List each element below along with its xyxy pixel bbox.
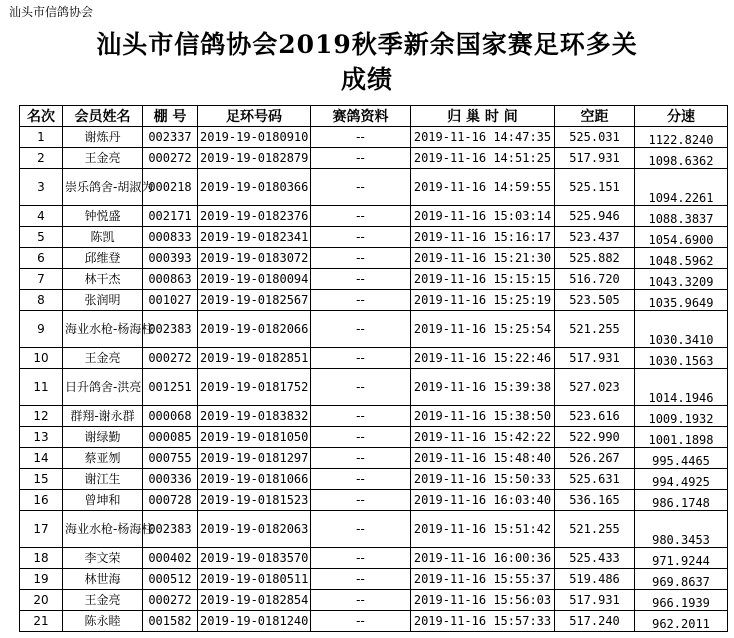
speed-cell: 1048.5962 <box>635 248 728 269</box>
ring-number-cell: 2019-19-0180366 <box>198 169 311 206</box>
pigeon-info-cell: -- <box>311 269 411 290</box>
table-row <box>20 569 728 590</box>
ring-number-cell: 2019-19-0182851 <box>198 348 311 369</box>
rank-cell: 1 <box>20 127 63 148</box>
table-row <box>20 248 728 269</box>
rank-cell: 12 <box>20 406 63 427</box>
rank-cell: 19 <box>20 569 63 590</box>
loft-number-cell: 000755 <box>143 448 198 469</box>
ring-number-cell: 2019-19-0180511 <box>198 569 311 590</box>
member-name-cell: 海业水枪-杨海柱 <box>63 511 143 548</box>
pigeon-info-cell: -- <box>311 227 411 248</box>
loft-number-cell: 000068 <box>143 406 198 427</box>
speed-cell: 966.1939 <box>635 590 728 611</box>
loft-number-cell: 000272 <box>143 590 198 611</box>
table-row <box>20 369 728 406</box>
speed-cell: 1001.1898 <box>635 427 728 448</box>
member-name-cell: 海业水枪-杨海柱 <box>63 311 143 348</box>
rank-cell: 8 <box>20 290 63 311</box>
loft-number-cell: 000218 <box>143 169 198 206</box>
rank-cell: 6 <box>20 248 63 269</box>
pigeon-info-cell: -- <box>311 569 411 590</box>
col-header-rank: 名次 <box>20 106 63 127</box>
col-header-ring-number: 足环号码 <box>198 106 311 127</box>
distance-cell: 527.023 <box>555 369 635 406</box>
arrival-time-cell: 2019-11-16 14:59:55 <box>411 169 555 206</box>
table-row <box>20 227 728 248</box>
arrival-time-cell: 2019-11-16 15:16:17 <box>411 227 555 248</box>
pigeon-info-cell: -- <box>311 406 411 427</box>
ring-number-cell: 2019-19-0182376 <box>198 206 311 227</box>
pigeon-info-cell: -- <box>311 206 411 227</box>
member-name-cell: 日升鸽舍-洪亮 <box>63 369 143 406</box>
organization-label: 汕头市信鸽协会 <box>9 5 94 19</box>
arrival-time-cell: 2019-11-16 15:51:42 <box>411 511 555 548</box>
distance-cell: 523.437 <box>555 227 635 248</box>
table-row <box>20 448 728 469</box>
ring-number-cell: 2019-19-0180094 <box>198 269 311 290</box>
speed-cell: 1088.3837 <box>635 206 728 227</box>
arrival-time-cell: 2019-11-16 15:42:22 <box>411 427 555 448</box>
loft-number-cell: 000272 <box>143 148 198 169</box>
speed-cell: 1030.3410 <box>635 311 728 348</box>
speed-cell: 1098.6362 <box>635 148 728 169</box>
ring-number-cell: 2019-19-0182879 <box>198 148 311 169</box>
table-row <box>20 548 728 569</box>
col-header-pigeon-info: 赛鸽资料 <box>311 106 411 127</box>
page-title-continued: 成绩 <box>340 65 393 94</box>
member-name-cell: 林世海 <box>63 569 143 590</box>
member-name-cell: 群翔-谢永群 <box>63 406 143 427</box>
member-name-cell: 陈永睦 <box>63 611 143 632</box>
ring-number-cell: 2019-19-0182854 <box>198 590 311 611</box>
arrival-time-cell: 2019-11-16 16:03:40 <box>411 490 555 511</box>
rank-cell: 21 <box>20 611 63 632</box>
pigeon-info-cell: -- <box>311 290 411 311</box>
pigeon-info-cell: -- <box>311 511 411 548</box>
rank-cell: 13 <box>20 427 63 448</box>
rank-cell: 16 <box>20 490 63 511</box>
pigeon-info-cell: -- <box>311 590 411 611</box>
speed-cell: 1009.1932 <box>635 406 728 427</box>
arrival-time-cell: 2019-11-16 15:55:37 <box>411 569 555 590</box>
loft-number-cell: 000085 <box>143 427 198 448</box>
results-table <box>19 105 728 632</box>
pigeon-info-cell: -- <box>311 427 411 448</box>
speed-cell: 1014.1946 <box>635 369 728 406</box>
speed-cell: 1030.1563 <box>635 348 728 369</box>
pigeon-info-cell: -- <box>311 148 411 169</box>
speed-cell: 995.4465 <box>635 448 728 469</box>
arrival-time-cell: 2019-11-16 15:22:46 <box>411 348 555 369</box>
table-row <box>20 469 728 490</box>
loft-number-cell: 002171 <box>143 206 198 227</box>
member-name-cell: 钟悦盛 <box>63 206 143 227</box>
speed-cell: 1122.8240 <box>635 127 728 148</box>
pigeon-info-cell: -- <box>311 469 411 490</box>
member-name-cell: 李文荣 <box>63 548 143 569</box>
distance-cell: 523.616 <box>555 406 635 427</box>
arrival-time-cell: 2019-11-16 14:47:35 <box>411 127 555 148</box>
distance-cell: 517.240 <box>555 611 635 632</box>
loft-number-cell: 000272 <box>143 348 198 369</box>
pigeon-info-cell: -- <box>311 490 411 511</box>
distance-cell: 525.631 <box>555 469 635 490</box>
pigeon-info-cell: -- <box>311 548 411 569</box>
loft-number-cell: 000393 <box>143 248 198 269</box>
distance-cell: 517.931 <box>555 590 635 611</box>
table-row <box>20 590 728 611</box>
loft-number-cell: 002383 <box>143 511 198 548</box>
page-title: 汕头市信鸽协会2019秋季新余国家赛足环多关 <box>96 30 638 59</box>
speed-cell: 1035.9649 <box>635 290 728 311</box>
ring-number-cell: 2019-19-0182066 <box>198 311 311 348</box>
table-row <box>20 490 728 511</box>
table-row <box>20 169 728 206</box>
speed-cell: 1054.6900 <box>635 227 728 248</box>
arrival-time-cell: 2019-11-16 15:03:14 <box>411 206 555 227</box>
rank-cell: 9 <box>20 311 63 348</box>
table-row <box>20 427 728 448</box>
table-row <box>20 611 728 632</box>
distance-cell: 519.486 <box>555 569 635 590</box>
rank-cell: 20 <box>20 590 63 611</box>
speed-cell: 1094.2261 <box>635 169 728 206</box>
member-name-cell: 谢江生 <box>63 469 143 490</box>
distance-cell: 525.946 <box>555 206 635 227</box>
rank-cell: 7 <box>20 269 63 290</box>
arrival-time-cell: 2019-11-16 16:00:36 <box>411 548 555 569</box>
speed-cell: 971.9244 <box>635 548 728 569</box>
loft-number-cell: 002383 <box>143 311 198 348</box>
distance-cell: 525.151 <box>555 169 635 206</box>
ring-number-cell: 2019-19-0183832 <box>198 406 311 427</box>
rank-cell: 11 <box>20 369 63 406</box>
arrival-time-cell: 2019-11-16 15:25:54 <box>411 311 555 348</box>
ring-number-cell: 2019-19-0181050 <box>198 427 311 448</box>
distance-cell: 536.165 <box>555 490 635 511</box>
loft-number-cell: 001582 <box>143 611 198 632</box>
arrival-time-cell: 2019-11-16 14:51:25 <box>411 148 555 169</box>
member-name-cell: 曾坤和 <box>63 490 143 511</box>
rank-cell: 18 <box>20 548 63 569</box>
pigeon-info-cell: -- <box>311 311 411 348</box>
rank-cell: 14 <box>20 448 63 469</box>
member-name-cell: 张润明 <box>63 290 143 311</box>
ring-number-cell: 2019-19-0181523 <box>198 490 311 511</box>
distance-cell: 526.267 <box>555 448 635 469</box>
ring-number-cell: 2019-19-0182063 <box>198 511 311 548</box>
pigeon-info-cell: -- <box>311 348 411 369</box>
loft-number-cell: 000402 <box>143 548 198 569</box>
member-name-cell: 林干杰 <box>63 269 143 290</box>
table-row <box>20 511 728 548</box>
col-header-member-name: 会员姓名 <box>63 106 143 127</box>
arrival-time-cell: 2019-11-16 15:25:19 <box>411 290 555 311</box>
arrival-time-cell: 2019-11-16 15:21:30 <box>411 248 555 269</box>
arrival-time-cell: 2019-11-16 15:38:50 <box>411 406 555 427</box>
loft-number-cell: 001027 <box>143 290 198 311</box>
pigeon-info-cell: -- <box>311 369 411 406</box>
ring-number-cell: 2019-19-0183570 <box>198 548 311 569</box>
loft-number-cell: 000512 <box>143 569 198 590</box>
ring-number-cell: 2019-19-0180910 <box>198 127 311 148</box>
rank-cell: 2 <box>20 148 63 169</box>
member-name-cell: 陈凯 <box>63 227 143 248</box>
rank-cell: 17 <box>20 511 63 548</box>
distance-cell: 517.931 <box>555 348 635 369</box>
member-name-cell: 谢绿勤 <box>63 427 143 448</box>
speed-cell: 1043.3209 <box>635 269 728 290</box>
col-header-speed: 分速 <box>635 106 728 127</box>
pigeon-info-cell: -- <box>311 127 411 148</box>
distance-cell: 523.505 <box>555 290 635 311</box>
table-row <box>20 269 728 290</box>
table-row <box>20 348 728 369</box>
speed-cell: 969.8637 <box>635 569 728 590</box>
loft-number-cell: 002337 <box>143 127 198 148</box>
distance-cell: 525.433 <box>555 548 635 569</box>
arrival-time-cell: 2019-11-16 15:39:38 <box>411 369 555 406</box>
table-row <box>20 148 728 169</box>
pigeon-info-cell: -- <box>311 169 411 206</box>
distance-cell: 525.031 <box>555 127 635 148</box>
ring-number-cell: 2019-19-0182341 <box>198 227 311 248</box>
distance-cell: 522.990 <box>555 427 635 448</box>
member-name-cell: 蔡亚刎 <box>63 448 143 469</box>
arrival-time-cell: 2019-11-16 15:50:33 <box>411 469 555 490</box>
distance-cell: 521.255 <box>555 511 635 548</box>
speed-cell: 986.1748 <box>635 490 728 511</box>
pigeon-info-cell: -- <box>311 611 411 632</box>
ring-number-cell: 2019-19-0181297 <box>198 448 311 469</box>
rank-cell: 4 <box>20 206 63 227</box>
table-row <box>20 406 728 427</box>
pigeon-info-cell: -- <box>311 248 411 269</box>
ring-number-cell: 2019-19-0181752 <box>198 369 311 406</box>
table-row <box>20 311 728 348</box>
member-name-cell: 王金亮 <box>63 348 143 369</box>
member-name-cell: 王金亮 <box>63 590 143 611</box>
rank-cell: 5 <box>20 227 63 248</box>
header-row <box>20 106 728 127</box>
col-header-arrival-time: 归 巢 时 间 <box>411 106 555 127</box>
ring-number-cell: 2019-19-0181066 <box>198 469 311 490</box>
col-header-distance: 空距 <box>555 106 635 127</box>
col-header-loft-number: 棚 号 <box>143 106 198 127</box>
ring-number-cell: 2019-19-0182567 <box>198 290 311 311</box>
distance-cell: 516.720 <box>555 269 635 290</box>
arrival-time-cell: 2019-11-16 15:57:33 <box>411 611 555 632</box>
rank-cell: 15 <box>20 469 63 490</box>
table-row <box>20 290 728 311</box>
ring-number-cell: 2019-19-0181240 <box>198 611 311 632</box>
member-name-cell: 崇乐鸽舍-胡淑为 <box>63 169 143 206</box>
distance-cell: 521.255 <box>555 311 635 348</box>
arrival-time-cell: 2019-11-16 15:15:15 <box>411 269 555 290</box>
table-row <box>20 127 728 148</box>
ring-number-cell: 2019-19-0183072 <box>198 248 311 269</box>
arrival-time-cell: 2019-11-16 15:56:03 <box>411 590 555 611</box>
loft-number-cell: 000728 <box>143 490 198 511</box>
loft-number-cell: 000833 <box>143 227 198 248</box>
speed-cell: 994.4925 <box>635 469 728 490</box>
member-name-cell: 王金亮 <box>63 148 143 169</box>
loft-number-cell: 001251 <box>143 369 198 406</box>
loft-number-cell: 000863 <box>143 269 198 290</box>
member-name-cell: 邱维登 <box>63 248 143 269</box>
distance-cell: 517.931 <box>555 148 635 169</box>
speed-cell: 980.3453 <box>635 511 728 548</box>
table-row <box>20 206 728 227</box>
rank-cell: 3 <box>20 169 63 206</box>
loft-number-cell: 000336 <box>143 469 198 490</box>
member-name-cell: 谢炼丹 <box>63 127 143 148</box>
pigeon-info-cell: -- <box>311 448 411 469</box>
arrival-time-cell: 2019-11-16 15:48:40 <box>411 448 555 469</box>
rank-cell: 10 <box>20 348 63 369</box>
speed-cell: 962.2011 <box>635 611 728 632</box>
distance-cell: 525.882 <box>555 248 635 269</box>
